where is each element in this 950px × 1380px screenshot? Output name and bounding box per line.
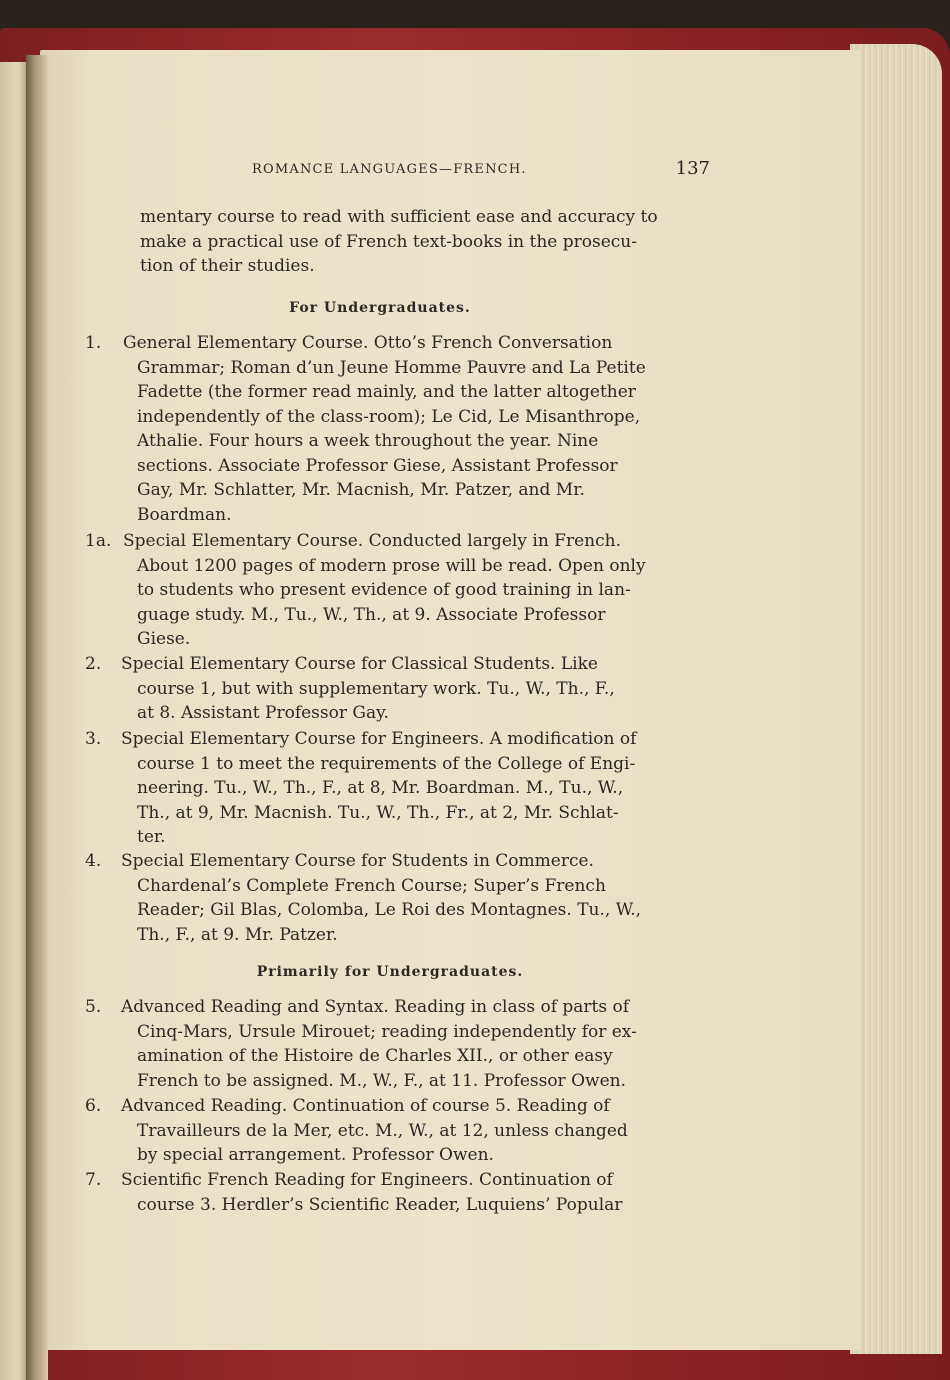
text-line: Special Elementary Course for Engineers. A modification of — [121, 729, 637, 749]
text-line: course 1 to meet the requirements of the College of Engi- — [137, 753, 636, 774]
course-number: 7. — [85, 1170, 102, 1190]
course-number: 3. — [85, 729, 102, 749]
text-line: Travailleurs de la Mer, etc. M., W., at 12, unless changed — [137, 1120, 628, 1141]
text-line: tion of their studies. — [140, 256, 315, 276]
course-number: 5. — [85, 997, 102, 1017]
text-line: Advanced Reading. Continuation of course 5. Reading of — [121, 1096, 610, 1116]
text-line: mentary course to read with sufficient ease and accuracy to — [140, 207, 658, 227]
course-entry-1 — [85, 331, 710, 531]
course-entry-7 — [85, 1168, 710, 1218]
text-line: sections. Associate Professor Giese, Assistant Professor — [137, 455, 618, 476]
text-line: Boardman. — [137, 504, 232, 525]
course-entry-3 — [85, 727, 710, 852]
course-number: 2. — [85, 654, 102, 674]
text-line: course 3. Herdler’s Scientific Reader, Luquiens’ Popular — [137, 1194, 623, 1215]
course-entry-5 — [85, 995, 710, 1095]
facing-page-edge — [0, 62, 26, 1380]
text-line: amination of the Histoire de Charles XII., or other easy — [137, 1046, 613, 1066]
text-line: independently of the class-room); Le Cid, Le Misanthrope, — [137, 406, 641, 427]
text-line: Athalie. Four hours a week throughout the year. Nine — [137, 431, 599, 451]
text-line: Th., F., at 9. Mr. Patzer. — [137, 924, 338, 945]
course-number: 6. — [85, 1096, 102, 1116]
course-entry-4 — [85, 849, 710, 949]
text-line: Chardenal’s Complete French Course; Super’s French — [137, 875, 606, 896]
text-line: guage study. M., Tu., W., Th., at 9. Associate Professor — [137, 604, 606, 625]
text-line: Advanced Reading and Syntax. Reading in class of parts of — [121, 997, 630, 1017]
text-line: Reader; Gil Blas, Colomba, Le Roi des Montagnes. Tu., W., — [137, 900, 641, 920]
text-line: by special arrangement. Professor Owen. — [137, 1145, 494, 1165]
section-heading-primarily-undergraduates: Primarily for Undergraduates. — [256, 964, 524, 980]
text-line: Fadette (the former read mainly, and the latter altogether — [137, 382, 636, 402]
text-line: Th., at 9, Mr. Macnish. Tu., W., Th., Fr., at 2, Mr. Schlat- — [137, 802, 619, 823]
running-header — [120, 158, 710, 182]
course-number: 1a. — [85, 531, 112, 551]
text-line: Special Elementary Course for Classical Students. Like — [121, 654, 598, 674]
text-line: neering. Tu., W., Th., F., at 8, Mr. Boardman. M., Tu., W., — [137, 778, 624, 798]
text-line: Giese. — [137, 629, 191, 649]
text-line: French to be assigned. M., W., F., at 11. Professor Owen. — [137, 1070, 626, 1091]
course-entry-1a — [85, 529, 710, 654]
running-title: ROMANCE LANGUAGES—FRENCH. — [252, 162, 527, 177]
text-line: Special Elementary Course. Conducted largely in French. — [123, 531, 621, 551]
text-line: General Elementary Course. Otto’s French Conversation — [123, 333, 613, 353]
text-line: at 8. Assistant Professor Gay. — [137, 703, 389, 723]
text-line: make a practical use of French text-books in the prosecu- — [140, 231, 637, 252]
text-line: course 1, but with supplementary work. Tu., W., Th., F., — [137, 678, 615, 699]
text-line: Gay, Mr. Schlatter, Mr. Macnish, Mr. Patzer, and Mr. — [137, 480, 585, 500]
course-entry-2 — [85, 652, 710, 727]
text-line: ter. — [137, 827, 166, 847]
intro-paragraph — [140, 205, 710, 279]
course-number: 1. — [85, 333, 102, 353]
text-line: Special Elementary Course for Students in Commerce. — [121, 851, 594, 871]
page-number: 137 — [675, 158, 710, 179]
text-line: Cinq-Mars, Ursule Mirouet; reading independently for ex- — [137, 1021, 637, 1042]
book-gutter — [26, 55, 48, 1380]
text-line: Grammar; Roman d’un Jeune Homme Pauvre and La Petite — [137, 357, 646, 378]
course-number: 4. — [85, 851, 102, 871]
course-entry-6 — [85, 1094, 710, 1169]
text-line: Scientific French Reading for Engineers. Continuation of — [121, 1170, 613, 1190]
text-line: to students who present evidence of good training in lan- — [137, 580, 631, 600]
text-line: About 1200 pages of modern prose will be read. Open only — [137, 555, 646, 576]
section-heading-undergraduates: For Undergraduates. — [289, 300, 471, 316]
page-block-edge — [850, 44, 942, 1354]
